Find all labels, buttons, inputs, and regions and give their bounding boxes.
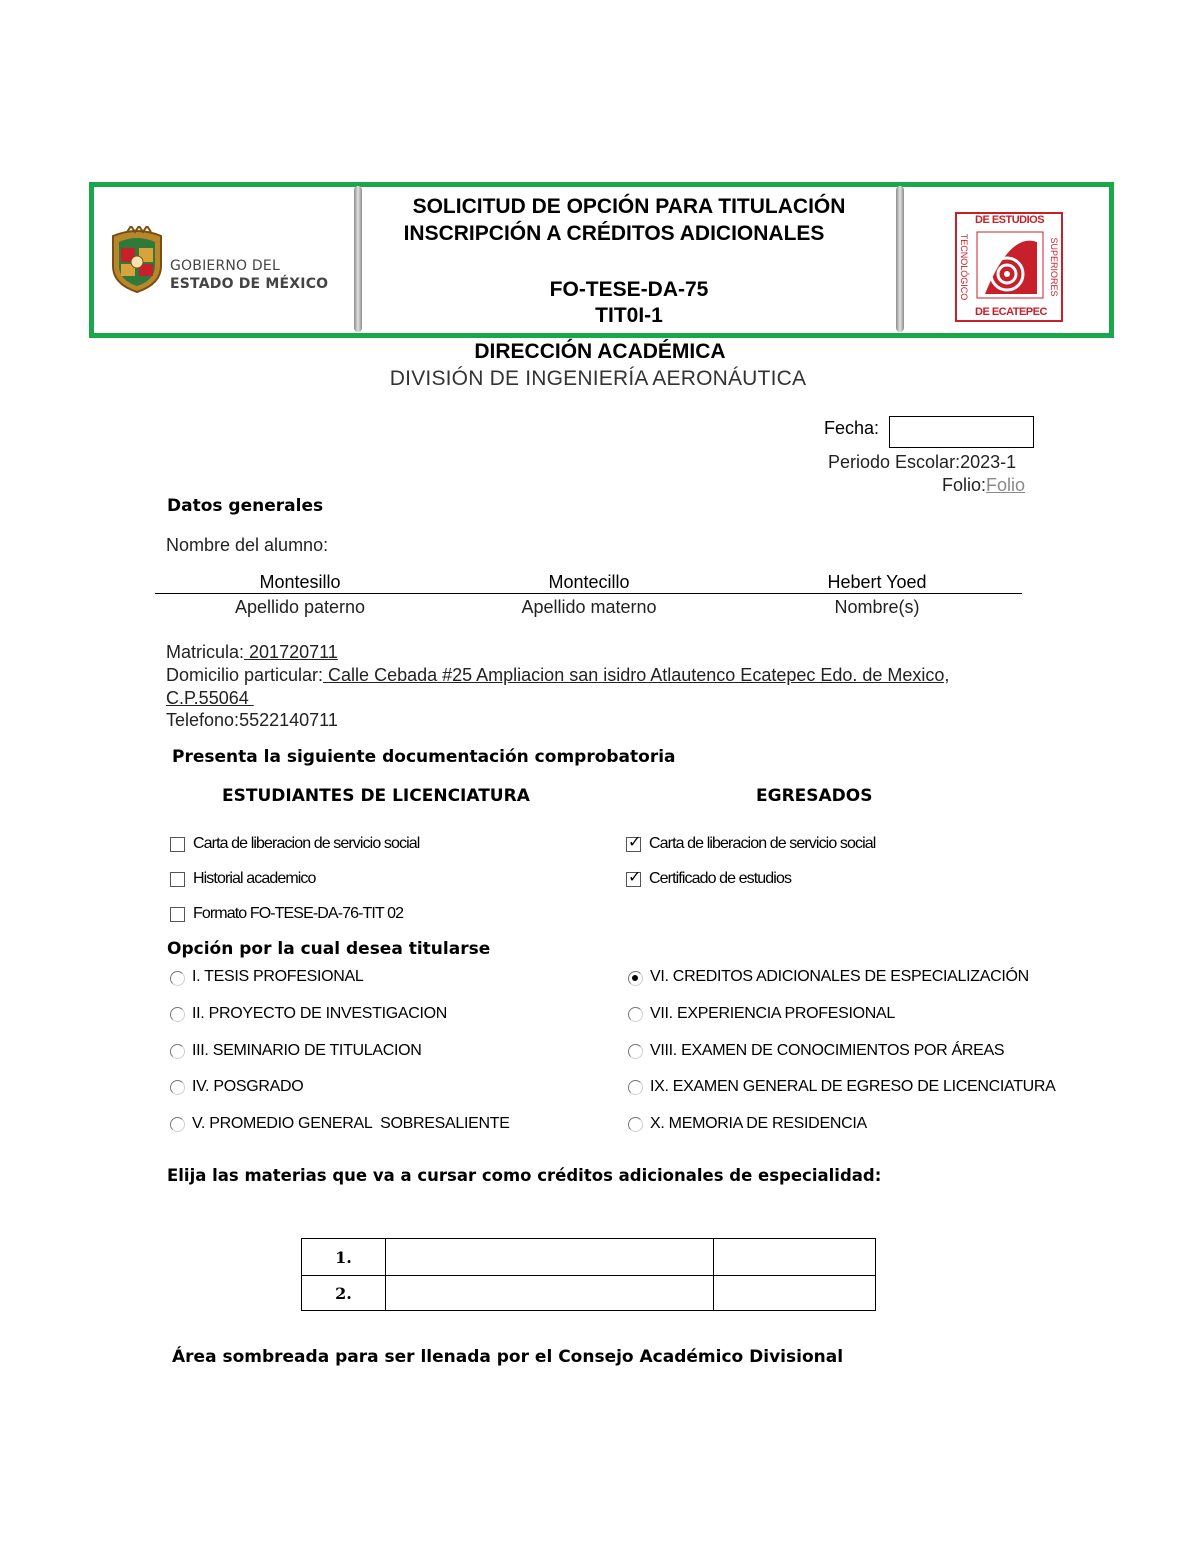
- documentacion-heading: Presenta la siguiente documentación comprobatoria: [172, 747, 676, 767]
- materia-number: 1.: [302, 1239, 386, 1276]
- form-title-line1: SOLICITUD DE OPCIÓN PARA TITULACIÓN: [412, 195, 846, 218]
- materias-heading: Elija las materias que va a cursar como créditos adicionales de especialidad:: [167, 1166, 882, 1185]
- caption-apellido-paterno: Apellido paterno: [234, 597, 366, 617]
- fecha-label: Fecha:: [824, 418, 880, 438]
- domicilio-value-line2[interactable]: C.P.55064: [166, 688, 254, 708]
- tese-seal-top-text: DE ESTUDIOS: [975, 214, 1045, 226]
- materia-input-1[interactable]: [386, 1239, 714, 1276]
- option-label: VII. EXPERIENCIA PROFESIONAL: [650, 1005, 896, 1022]
- option-label: II. PROYECTO DE INVESTIGACION: [192, 1005, 448, 1022]
- check-icon: ✓: [628, 867, 642, 886]
- col-egresados-title: EGRESADOS: [756, 786, 873, 806]
- periodo-label: Periodo Escolar:: [828, 452, 961, 472]
- materias-table: [301, 1238, 876, 1311]
- option-label: V. PROMEDIO GENERAL SOBRESALIENTE: [192, 1115, 510, 1132]
- nombre-alumno-label: Nombre del alumno:: [166, 535, 329, 555]
- periodo-value: 2023-1: [960, 452, 1017, 472]
- materia-number: 2.: [302, 1276, 386, 1311]
- radio-creditos-adicionales[interactable]: [628, 971, 643, 986]
- option-label: I. TESIS PROFESIONAL: [192, 968, 364, 985]
- doc-left-label: Carta de liberacion de servicio social: [193, 835, 420, 852]
- estado-de-mexico-coat-of-arms: [107, 226, 167, 294]
- doc-right-label: Certificado de estudios: [649, 870, 792, 887]
- radio-posgrado[interactable]: [170, 1080, 185, 1095]
- periodo-escolar: [828, 452, 1016, 473]
- check-icon: ✓: [628, 832, 642, 851]
- division-heading: DIVISIÓN DE INGENIERÍA AERONÁUTICA: [389, 367, 807, 390]
- radio-proyecto-investigacion[interactable]: [170, 1007, 185, 1022]
- matricula: [166, 642, 338, 663]
- option-label: VI. CREDITOS ADICIONALES DE ESPECIALIZACIÓN: [650, 968, 1029, 985]
- telefono-label: Telefono:: [166, 710, 240, 730]
- table-row: [302, 1239, 876, 1276]
- radio-selected-dot: [632, 975, 638, 981]
- header-divider-right: [896, 186, 904, 332]
- option-label: X. MEMORIA DE RESIDENCIA: [650, 1115, 867, 1132]
- direccion-heading: DIRECCIÓN ACADÉMICA: [474, 340, 726, 363]
- materia-extra-cell: [714, 1239, 876, 1276]
- option-label: VIII. EXAMEN DE CONOCIMIENTOS POR ÁREAS: [650, 1042, 1005, 1059]
- apellido-paterno-value[interactable]: Montesillo: [259, 572, 341, 592]
- option-label: III. SEMINARIO DE TITULACION: [192, 1042, 422, 1059]
- matricula-value[interactable]: 201720711: [244, 642, 338, 662]
- domicilio-label: Domicilio particular:: [166, 665, 324, 685]
- tese-seal-right-text: SUPERIORES: [1049, 237, 1059, 297]
- radio-experiencia-profesional[interactable]: [628, 1007, 643, 1022]
- radio-seminario-titulacion[interactable]: [170, 1044, 185, 1059]
- fecha-input[interactable]: [889, 416, 1034, 448]
- checkbox-carta-liberacion-egresado[interactable]: [626, 832, 642, 852]
- checkbox-historial-academico[interactable]: [170, 872, 185, 887]
- radio-examen-egel[interactable]: [628, 1080, 643, 1095]
- matricula-label: Matricula:: [166, 642, 245, 662]
- radio-promedio-general[interactable]: [170, 1117, 185, 1132]
- caption-apellido-materno: Apellido materno: [521, 597, 657, 617]
- doc-right-label: Carta de liberacion de servicio social: [649, 835, 876, 852]
- option-label: IX. EXAMEN GENERAL DE EGRESO DE LICENCIATURA: [650, 1078, 1056, 1095]
- radio-examen-conocimientos[interactable]: [628, 1044, 643, 1059]
- materia-extra-cell: [714, 1276, 876, 1311]
- folio-value[interactable]: Folio: [986, 475, 1026, 495]
- header-divider-left: [354, 186, 362, 332]
- table-row: [302, 1276, 876, 1311]
- checkbox-certificado-estudios[interactable]: [626, 867, 642, 887]
- domicilio: [166, 665, 949, 686]
- tese-seal-bottom-text: DE ECATEPEC: [975, 306, 1047, 318]
- area-sombreada-note: Área sombreada para ser llenada por el Consejo Académico Divisional: [172, 1347, 844, 1367]
- nombres-value[interactable]: Hebert Yoed: [827, 572, 927, 592]
- nombre-underline: [155, 593, 1022, 594]
- apellido-materno-value[interactable]: Montecillo: [548, 572, 630, 592]
- radio-memoria-residencia[interactable]: [628, 1117, 643, 1132]
- radio-tesis-profesional[interactable]: [170, 971, 185, 986]
- col-estudiantes-title: ESTUDIANTES DE LICENCIATURA: [222, 786, 530, 806]
- domicilio-value-line1[interactable]: Calle Cebada #25 Ampliacion san isidro Atlautenco Ecatepec Edo. de Mexico,: [323, 665, 950, 685]
- telefono: [166, 710, 338, 731]
- caption-nombres: Nombre(s): [834, 597, 920, 617]
- gov-logo-line2: ESTADO DE MÉXICO: [170, 276, 329, 292]
- option-label: IV. POSGRADO: [192, 1078, 304, 1095]
- gov-logo-line1: GOBIERNO DEL: [170, 258, 280, 274]
- folio: [942, 475, 1025, 496]
- form-title-line2: INSCRIPCIÓN A CRÉDITOS ADICIONALES: [403, 222, 825, 245]
- doc-left-label: Formato FO-TESE-DA-76-TIT 02: [193, 905, 404, 922]
- materia-input-2[interactable]: [386, 1276, 714, 1311]
- checkbox-carta-liberacion-estudiante[interactable]: [170, 837, 185, 852]
- folio-label: Folio:: [942, 475, 987, 495]
- datos-generales-heading: Datos generales: [167, 496, 324, 516]
- tese-seal-left-text: TECNOLÓGICO: [959, 233, 969, 301]
- telefono-value[interactable]: 5522140711: [239, 710, 338, 730]
- form-code: FO-TESE-DA-75: [549, 278, 709, 301]
- checkbox-formato-tit02[interactable]: [170, 907, 185, 922]
- doc-left-label: Historial academico: [193, 870, 316, 887]
- opcion-heading: Opción por la cual desea titularse: [167, 939, 491, 959]
- form-subcode: TIT0I-1: [595, 304, 663, 327]
